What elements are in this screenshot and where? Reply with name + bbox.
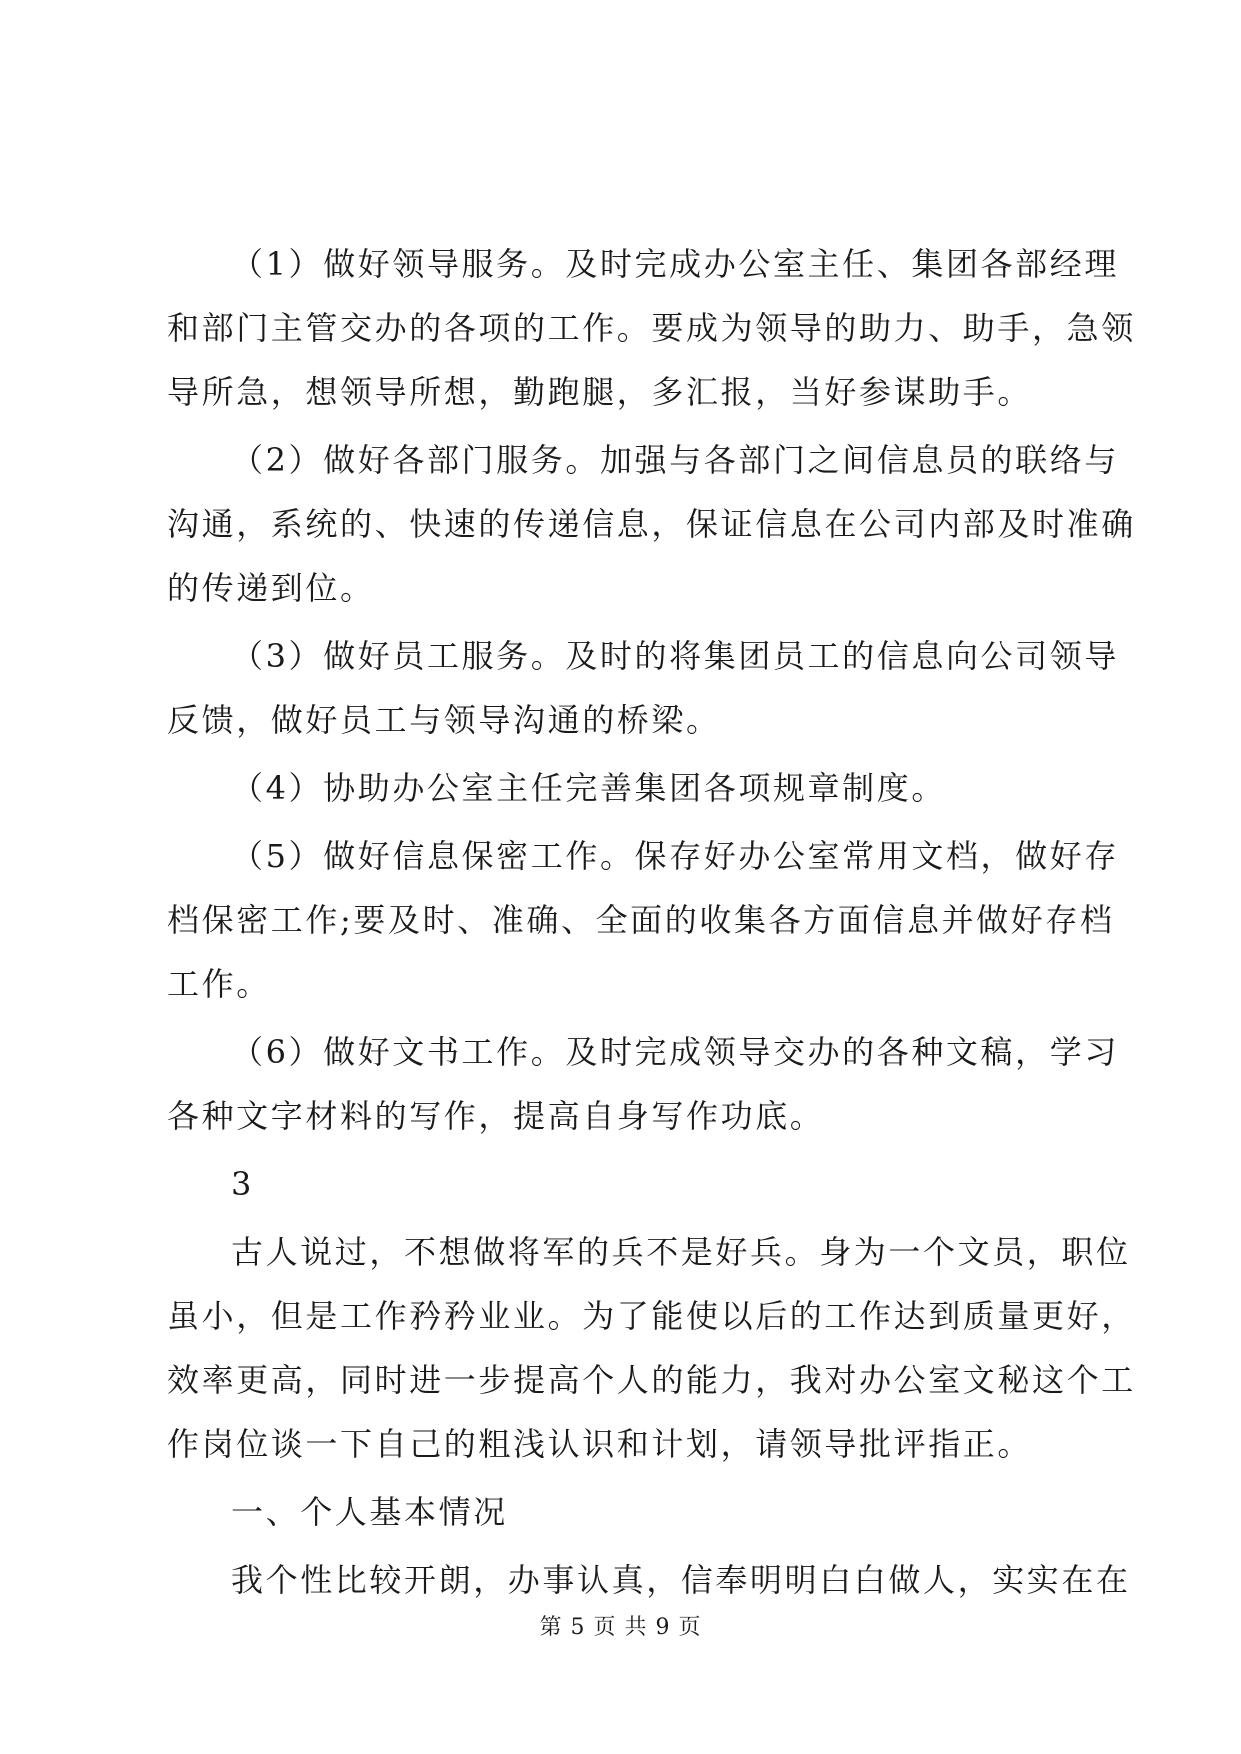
text-line: 各种文字材料的写作，提高自身写作功底。 — [167, 1097, 825, 1135]
paragraph-leader-service — [167, 232, 1136, 424]
paragraph-department-service — [167, 428, 1136, 620]
text-line: 工作。 — [167, 965, 271, 1003]
paragraph-confidentiality — [167, 824, 1119, 1016]
paragraph-introduction — [167, 1220, 1136, 1476]
section-number — [167, 1152, 1079, 1216]
text-line: 反馈，做好员工与领导沟通的桥梁。 — [167, 701, 721, 739]
text-line: 虽小，但是工作矜矜业业。为了能使以后的工作达到质量更好， — [167, 1297, 1136, 1335]
text-line: 和部门主管交办的各项的工作。要成为领导的助力、助手，急领 — [167, 309, 1136, 347]
document-body — [167, 232, 1136, 1616]
text-line: 我个性比较开朗，办事认真，信奉明明白白做人，实实在在 — [231, 1561, 1131, 1599]
page-footer: 第 5 页 共 9 页 — [539, 1615, 702, 1640]
text-line: 沟通，系统的、快速的传递信息，保证信息在公司内部及时准确 — [167, 505, 1136, 543]
text-line: 档保密工作;要及时、准确、全面的收集各方面信息并做好存档 — [167, 901, 1115, 939]
section-heading — [167, 1480, 1079, 1544]
text-line: （4）协助办公室主任完善集团各项规章制度。 — [231, 769, 946, 807]
text-line: （2）做好各部门服务。加强与各部门之间信息员的联络与 — [231, 441, 1119, 479]
text-line: （6）做好文书工作。及时完成领导交办的各种文稿，学习 — [231, 1033, 1119, 1071]
text-line: 一、个人基本情况 — [231, 1493, 508, 1531]
paragraph-employee-service — [167, 624, 1119, 752]
text-line: （1）做好领导服务。及时完成办公室主任、集团各部经理 — [231, 245, 1119, 283]
text-line: 作岗位谈一下自己的粗浅认识和计划，请领导批评指正。 — [167, 1425, 1033, 1463]
text-line: （3）做好员工服务。及时的将集团员工的信息向公司领导 — [231, 637, 1119, 675]
paragraph-personal-info — [167, 1548, 1131, 1612]
text-line: 3 — [231, 1165, 254, 1203]
text-line: 古人说过，不想做将军的兵不是好兵。身为一个文员，职位 — [231, 1233, 1131, 1271]
text-line: 效率更高，同时进一步提高个人的能力，我对办公室文秘这个工 — [167, 1361, 1136, 1399]
text-line: 的传递到位。 — [167, 569, 375, 607]
text-line: 导所急，想领导所想，勤跑腿，多汇报，当好参谋助手。 — [167, 373, 1033, 411]
paragraph-clerical-work — [167, 1020, 1119, 1148]
paragraph-rules — [167, 756, 1079, 820]
text-line: （5）做好信息保密工作。保存好办公室常用文档，做好存 — [231, 837, 1119, 875]
